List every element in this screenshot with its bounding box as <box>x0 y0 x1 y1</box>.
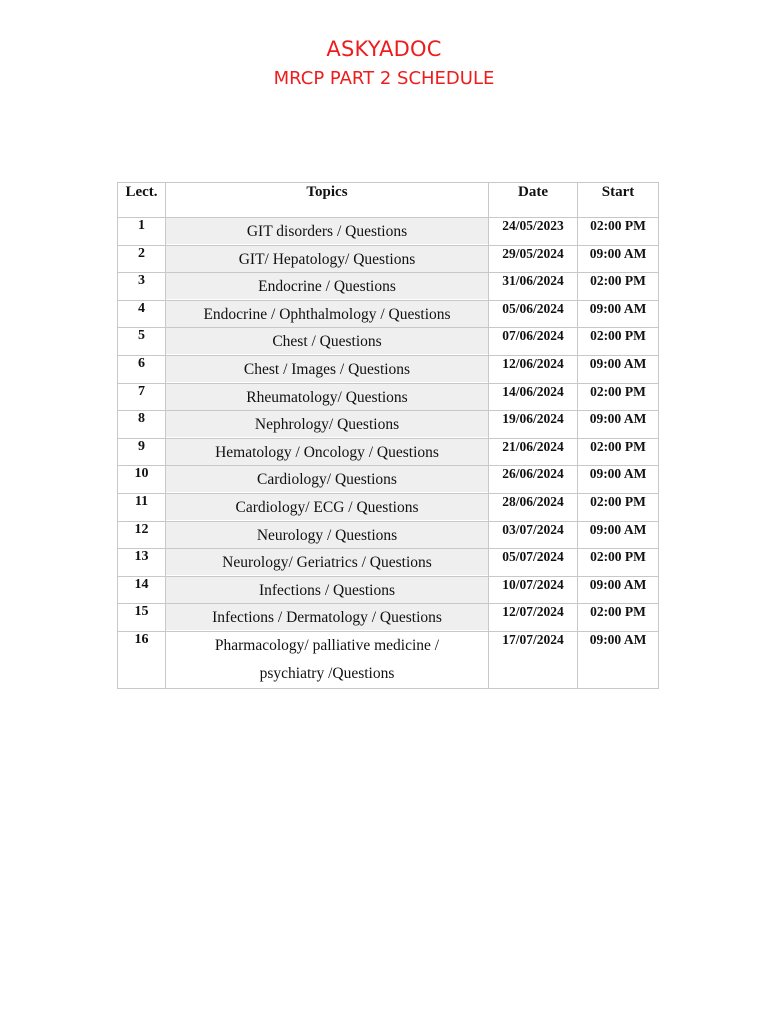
lecture-number: 13 <box>118 549 166 577</box>
topic-cell <box>166 521 489 549</box>
table-row <box>118 576 659 604</box>
table-row <box>118 411 659 439</box>
table-row <box>118 604 659 632</box>
topic-cell <box>166 493 489 521</box>
topic-cell <box>166 355 489 383</box>
start-cell: 09:00 AM <box>578 466 659 494</box>
lecture-number: 10 <box>118 466 166 494</box>
topic-text: Infections / Dermatology / Questions <box>166 604 488 630</box>
topic-cell <box>166 438 489 466</box>
start-cell: 09:00 AM <box>578 245 659 273</box>
lecture-number: 9 <box>118 438 166 466</box>
column-header-topics: Topics <box>166 183 489 218</box>
topic-text: Chest / Images / Questions <box>166 356 488 382</box>
date-cell: 12/07/2024 <box>489 604 578 632</box>
topic-text: Neurology/ Geriatrics / Questions <box>166 549 488 575</box>
start-cell: 02:00 PM <box>578 604 659 632</box>
topic-text: Hematology / Oncology / Questions <box>166 439 488 465</box>
date-cell: 10/07/2024 <box>489 576 578 604</box>
start-cell: 02:00 PM <box>578 549 659 577</box>
lecture-number: 8 <box>118 411 166 439</box>
table-row <box>118 245 659 273</box>
topic-text: Chest / Questions <box>166 328 488 354</box>
topic-text: Infections / Questions <box>166 577 488 603</box>
table-body <box>118 218 659 689</box>
topic-cell <box>166 411 489 439</box>
topic-cell <box>166 245 489 273</box>
table-row <box>118 355 659 383</box>
date-cell: 12/06/2024 <box>489 355 578 383</box>
table-row <box>118 300 659 328</box>
lecture-number: 5 <box>118 328 166 356</box>
topic-cell <box>166 328 489 356</box>
lecture-number: 6 <box>118 355 166 383</box>
lecture-number: 1 <box>118 218 166 246</box>
table-row <box>118 328 659 356</box>
date-cell: 31/06/2024 <box>489 273 578 301</box>
date-cell: 05/06/2024 <box>489 300 578 328</box>
date-cell: 17/07/2024 <box>489 631 578 688</box>
topic-text: Rheumatology/ Questions <box>166 384 488 410</box>
topic-text-line-1: Pharmacology/ palliative medicine / <box>214 636 440 654</box>
document-title: ASKYADOC <box>326 37 442 61</box>
start-cell: 09:00 AM <box>578 411 659 439</box>
lecture-number: 15 <box>118 604 166 632</box>
start-cell: 09:00 AM <box>578 300 659 328</box>
lecture-number: 11 <box>118 493 166 521</box>
table-row <box>118 218 659 246</box>
topic-cell <box>166 218 489 246</box>
lecture-number: 3 <box>118 273 166 301</box>
table-row <box>118 549 659 577</box>
start-cell: 02:00 PM <box>578 328 659 356</box>
topic-cell <box>166 466 489 494</box>
column-header-lect: Lect. <box>118 183 166 218</box>
date-cell: 29/05/2024 <box>489 245 578 273</box>
topic-cell <box>166 300 489 328</box>
date-cell: 28/06/2024 <box>489 493 578 521</box>
start-cell: 02:00 PM <box>578 493 659 521</box>
topic-cell <box>166 273 489 301</box>
start-cell: 09:00 AM <box>578 631 659 688</box>
topic-text: Cardiology/ ECG / Questions <box>166 494 488 520</box>
table-row <box>118 521 659 549</box>
date-cell: 24/05/2023 <box>489 218 578 246</box>
table-row <box>118 273 659 301</box>
date-cell: 21/06/2024 <box>489 438 578 466</box>
topic-text: Nephrology/ Questions <box>166 411 488 437</box>
column-header-start: Start <box>578 183 659 218</box>
schedule-table <box>117 182 659 689</box>
table-row <box>118 466 659 494</box>
table-row <box>118 383 659 411</box>
start-cell: 09:00 AM <box>578 521 659 549</box>
topic-text: GIT disorders / Questions <box>166 218 488 244</box>
lecture-number: 14 <box>118 576 166 604</box>
start-cell: 02:00 PM <box>578 218 659 246</box>
topic-text: Neurology / Questions <box>166 522 488 548</box>
topic-cell <box>166 383 489 411</box>
table-header-row <box>118 183 659 218</box>
topic-text: GIT/ Hepatology/ Questions <box>166 246 488 272</box>
lecture-number: 7 <box>118 383 166 411</box>
date-cell: 19/06/2024 <box>489 411 578 439</box>
start-cell: 09:00 AM <box>578 355 659 383</box>
date-cell: 05/07/2024 <box>489 549 578 577</box>
start-cell: 02:00 PM <box>578 273 659 301</box>
topic-text: Endocrine / Questions <box>166 273 488 299</box>
topic-cell <box>166 631 489 688</box>
topic-text-line-2: psychiatry /Questions <box>259 664 395 682</box>
topic-text: Cardiology/ Questions <box>166 466 488 492</box>
start-cell: 02:00 PM <box>578 438 659 466</box>
lecture-number: 12 <box>118 521 166 549</box>
table-row <box>118 631 659 688</box>
topic-cell <box>166 576 489 604</box>
lecture-number: 16 <box>118 631 166 688</box>
topic-text: Endocrine / Ophthalmology / Questions <box>166 301 488 327</box>
start-cell: 09:00 AM <box>578 576 659 604</box>
table-row <box>118 438 659 466</box>
document-subtitle: MRCP PART 2 SCHEDULE <box>273 68 495 89</box>
start-cell: 02:00 PM <box>578 383 659 411</box>
topic-cell <box>166 604 489 632</box>
topic-cell <box>166 549 489 577</box>
column-header-date: Date <box>489 183 578 218</box>
date-cell: 26/06/2024 <box>489 466 578 494</box>
lecture-number: 2 <box>118 245 166 273</box>
date-cell: 03/07/2024 <box>489 521 578 549</box>
date-cell: 14/06/2024 <box>489 383 578 411</box>
table-row <box>118 493 659 521</box>
date-cell: 07/06/2024 <box>489 328 578 356</box>
lecture-number: 4 <box>118 300 166 328</box>
